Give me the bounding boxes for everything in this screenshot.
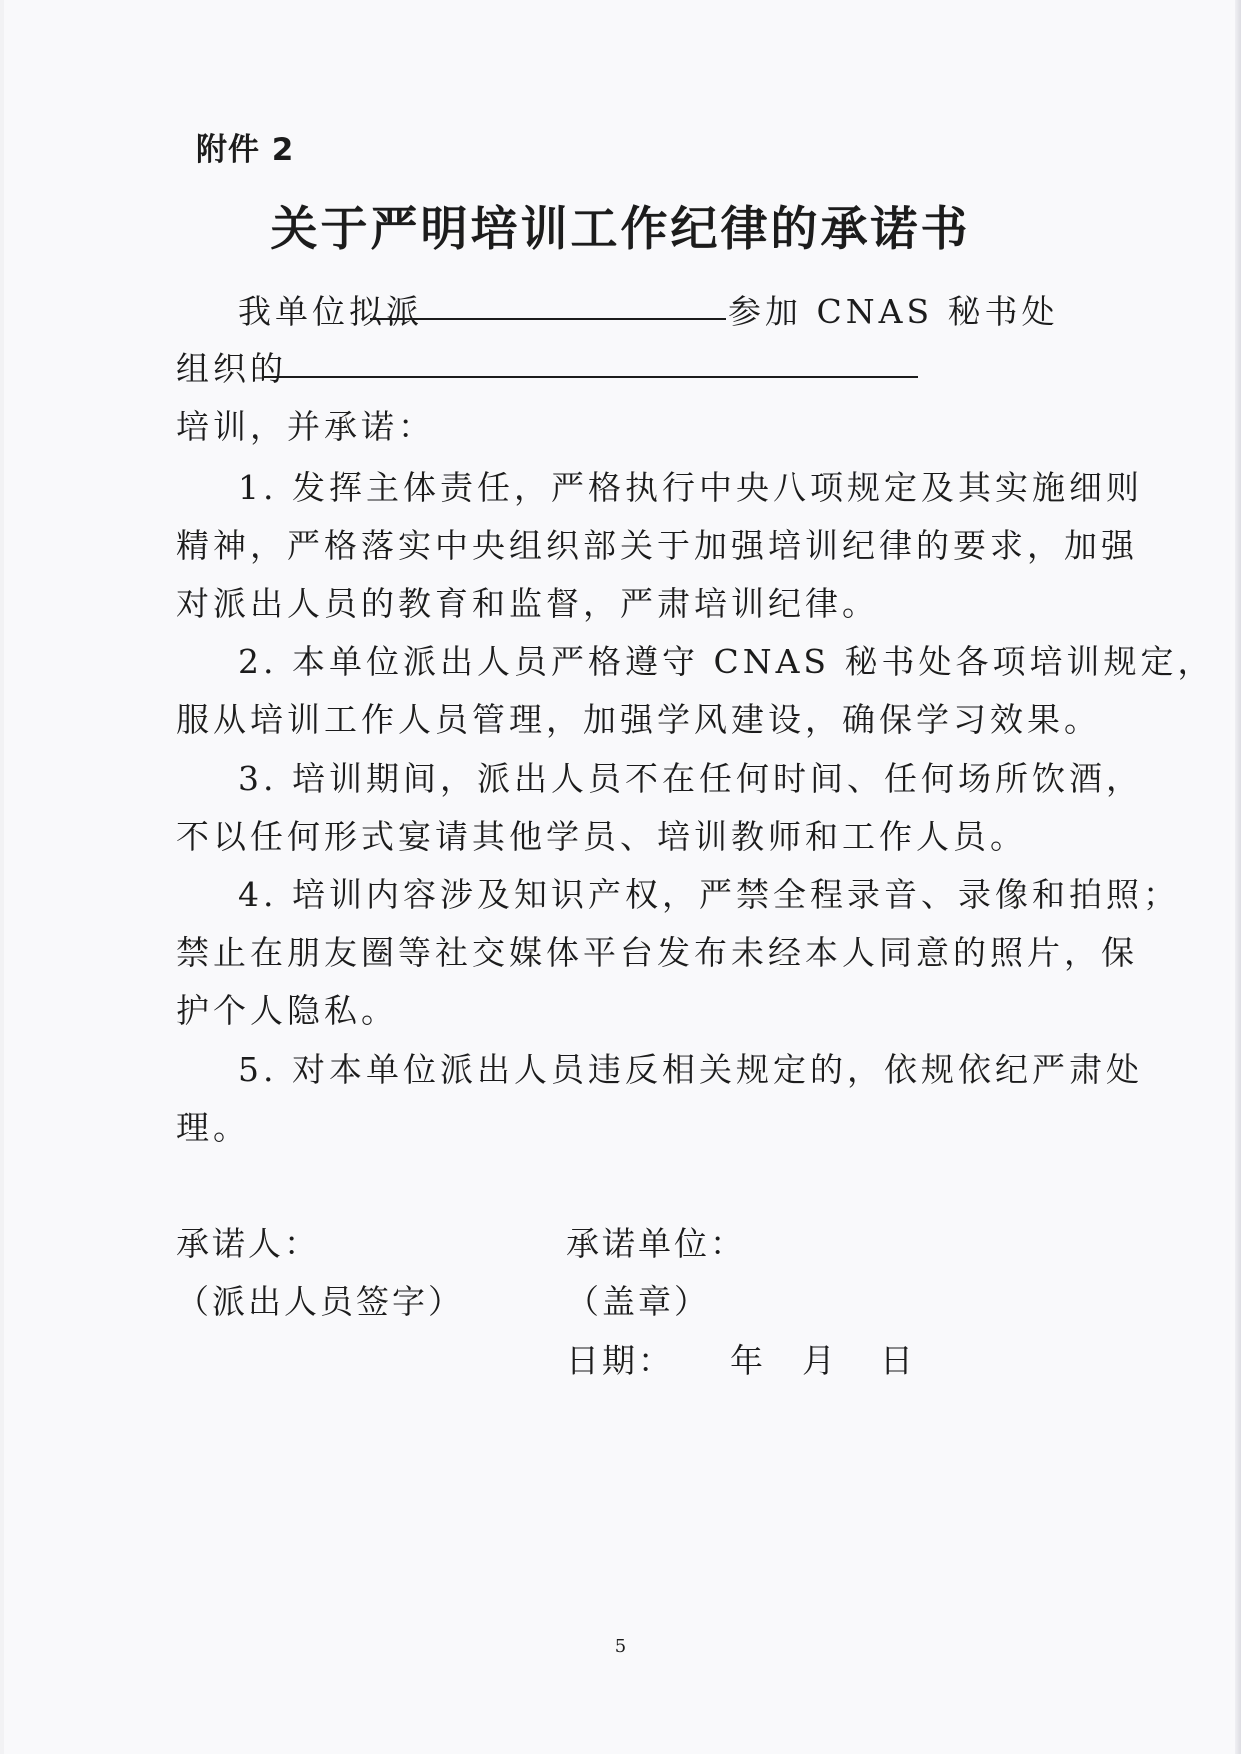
clause-5-line-2: 理。	[176, 1108, 250, 1147]
clause-2-line-1: 2. 本单位派出人员严格遵守 CNAS 秘书处各项培训规定，	[238, 642, 1215, 681]
date-day-label: 日	[880, 1341, 916, 1380]
scan-edge-left	[0, 0, 4, 1754]
clause-1-line-1: 1. 发挥主体责任，严格执行中央八项规定及其实施细则	[238, 468, 1143, 507]
clause-3-line-1: 3. 培训期间，派出人员不在任何时间、任何场所饮酒，	[238, 759, 1143, 798]
intro-part1: 我单位拟派	[238, 292, 423, 331]
clause-4-line-2: 禁止在朋友圈等社交媒体平台发布未经本人同意的照片，保	[176, 933, 1138, 972]
date-label: 日期：	[566, 1341, 674, 1380]
trainee-name-blank[interactable]	[370, 318, 726, 320]
date-month-label: 月	[802, 1341, 838, 1380]
clause-1-line-2: 精神，严格落实中央组织部关于加强培训纪律的要求，加强	[176, 526, 1138, 565]
date-year-label: 年	[730, 1341, 766, 1380]
attachment-label: 附件 2	[196, 132, 295, 168]
clause-1-line-3: 对派出人员的教育和监督，严肃培训纪律。	[176, 584, 879, 623]
page-number: 5	[614, 1636, 627, 1657]
document-title: 关于严明培训工作纪律的承诺书	[270, 202, 971, 257]
scan-edge-right	[1235, 0, 1241, 1754]
intro-part3: 组织的	[176, 349, 287, 388]
training-name-blank[interactable]	[262, 376, 918, 378]
unit-seal-note: （盖章）	[566, 1282, 710, 1321]
promiser-label: 承诺人：	[176, 1224, 320, 1263]
clause-4-line-3: 护个人隐私。	[176, 991, 398, 1030]
intro-part2: 参加 CNAS 秘书处	[728, 292, 1059, 331]
clause-3-line-2: 不以任何形式宴请其他学员、培训教师和工作人员。	[176, 817, 1027, 856]
clause-5-line-1: 5. 对本单位派出人员违反相关规定的，依规依纪严肃处	[238, 1050, 1143, 1089]
clause-4-line-1: 4. 培训内容涉及知识产权，严禁全程录音、录像和拍照；	[238, 875, 1180, 914]
intro-part4: 培训，并承诺：	[176, 407, 435, 446]
unit-label: 承诺单位：	[566, 1224, 746, 1263]
clause-2-line-2: 服从培训工作人员管理，加强学风建设，确保学习效果。	[176, 700, 1101, 739]
promiser-signature-note: （派出人员签字）	[176, 1282, 464, 1321]
